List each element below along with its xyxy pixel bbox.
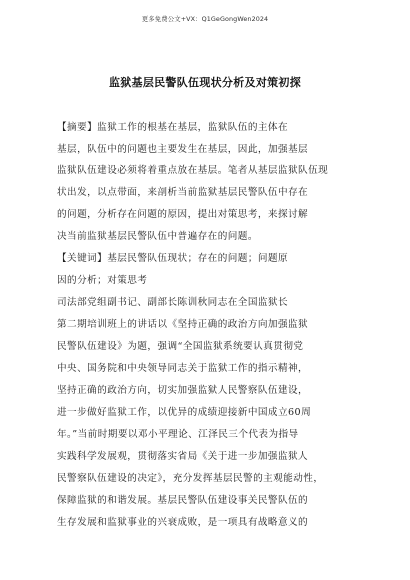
- abstract-line-6: 决当前监狱基层民警队伍中普遍存在的问题。: [57, 231, 258, 242]
- paragraph-line-8: 实践科学发展观，贯彻落实省局《关于进一步加强监狱人: [57, 451, 309, 462]
- keywords-line-1: 【关键词】基层民警队伍现状；存在的问题；问题原: [57, 253, 289, 264]
- paragraph-line-10: 保障监狱的和谐发展。基层民警队伍建设事关民警队伍的: [57, 495, 309, 506]
- abstract-line-2: 基层，队伍中的问题也主要发生在基层，因此，加强基层: [57, 144, 309, 155]
- paragraph-line-7: 年。”当前时期要以邓小平理论、江泽民三个代表为指导: [57, 429, 299, 440]
- abstract-line-1: 【摘要】监狱工作的根基在基层，监狱队伍的主体在: [57, 122, 289, 133]
- header-note: 更多免费公文+VX：Q1GeGongWen2024: [141, 15, 269, 23]
- paragraph-line-5: 坚持正确的政治方向，切实加强监狱人民警察队伍建设，: [57, 385, 309, 396]
- paragraph-line-2: 第二期培训班上的讲话以《坚持正确的政治方向加强监狱: [57, 319, 309, 330]
- abstract-line-3: 监狱队伍建设必须将着重点放在基层。笔者从基层监狱队伍现: [57, 165, 329, 176]
- paragraph-line-9: 民警察队伍建设的决定》，充分发挥基层民警的主观能动性，: [57, 473, 324, 484]
- abstract-line-4: 状出发，以点带面，来剖析当前监狱基层民警队伍中存在: [57, 187, 309, 198]
- paragraph-line-6: 进一步做好监狱工作，以优异的成绩迎接新中国成立60周: [57, 407, 312, 418]
- paragraph-line-4: 中央、国务院和中央领导同志关于监狱工作的指示精神，: [57, 363, 309, 374]
- paragraph-line-3: 民警队伍建设》为题，强调“全国监狱系统要认真贯彻党: [57, 341, 304, 352]
- document-title: 监狱基层民警队伍现状分析及对策初探: [108, 76, 302, 89]
- paragraph-line-11: 生存发展和监狱事业的兴衰成败，是一项具有战略意义的: [57, 517, 309, 528]
- abstract-line-5: 的问题，分析存在问题的原因，提出对策思考，来探讨解: [57, 209, 309, 220]
- paragraph-line-1: 司法部党组副书记、副部长陈训秋同志在全国监狱长: [57, 297, 289, 308]
- keywords-line-2: 因的分析；对策思考: [57, 275, 148, 286]
